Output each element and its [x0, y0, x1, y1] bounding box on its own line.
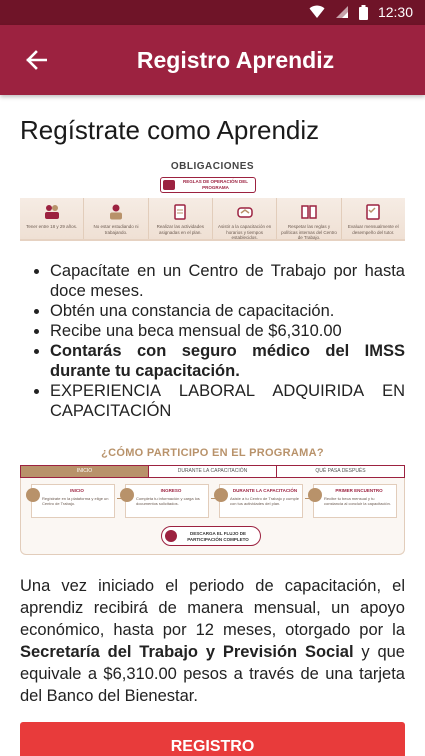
list-item: • Obtén una constancia de capacitación. — [50, 301, 405, 321]
list-item: • Capacítate en un Centro de Trabajo por hasta doce meses. — [50, 261, 405, 301]
obligaciones-title: OBLIGACIONES — [170, 161, 255, 172]
step-card — [313, 484, 397, 518]
obligaciones-infographic — [20, 161, 405, 241]
status-icons — [309, 4, 413, 20]
people-icon — [43, 204, 61, 220]
obligacion-item — [149, 198, 213, 239]
benefits-list — [50, 261, 405, 421]
obligacion-text: Realizar las actividades asignadas en el plan. — [156, 224, 204, 235]
document-icon — [163, 180, 175, 190]
obligacion-text: Tener entre 18 y 29 años. — [26, 224, 78, 229]
tab-inicio: INICIO — [21, 466, 149, 477]
battery-icon — [359, 5, 368, 20]
step-heading: INGRESO — [160, 488, 182, 493]
app-bar — [0, 25, 425, 95]
step-text: Asiste a tu Centro de Trabajo y cumple con tus actividades del plan. — [230, 496, 299, 506]
participacion-title: ¿CÓMO PARTICIPO EN EL PROGRAMA? — [101, 447, 324, 459]
list-item: • Recibe una beca mensual de $6,310.00 — [50, 321, 405, 341]
obligacion-item — [213, 198, 277, 239]
form-icon — [120, 488, 134, 502]
step-heading: PRIMER ENCUENTRO — [335, 488, 383, 493]
clipboard-icon — [171, 204, 189, 220]
certificate-icon — [308, 488, 322, 502]
person-icon — [107, 204, 125, 220]
step-card — [219, 484, 303, 518]
obligacion-text: No estar estudiando ni trabajando. — [93, 224, 139, 235]
reglas-badge — [160, 177, 256, 193]
status-bar — [0, 0, 425, 25]
description-text-1: Una vez iniciado el periodo de capacitación, el aprendiz recibirá de manera mensual, un apoyo económico, hasta por 12 meses, otorgado por la — [20, 577, 405, 639]
registro-button[interactable]: REGISTRO — [20, 722, 405, 756]
reglas-badge-text: REGLAS DE OPERACIÓN DEL PROGRAMA — [182, 179, 248, 190]
step-card — [125, 484, 209, 518]
description-bold: Secretaría del Trabajo y Previsión Social — [20, 643, 354, 661]
checklist-icon — [364, 204, 382, 220]
obligacion-item — [277, 198, 341, 239]
obligaciones-strip — [20, 198, 405, 241]
step-text: Regístrate en la plataforma y elige un Centro de Trabajo. — [42, 496, 109, 506]
step-text: Completa tu información y carga los documentos solicitados. — [136, 496, 200, 506]
tab-durante: DURANTE LA CAPACITACIÓN — [149, 466, 277, 477]
tab-despues: QUÉ PASA DESPUÉS — [277, 466, 404, 477]
step-card — [31, 484, 115, 518]
handshake-icon — [236, 204, 254, 220]
obligacion-text: Asistir a la capacitación en horarios y tiempos establecidos. — [218, 224, 272, 240]
status-time: 12:30 — [377, 4, 413, 20]
participacion-infographic — [20, 447, 405, 555]
app-title: Registro Aprendiz — [136, 47, 335, 73]
participacion-body — [20, 478, 405, 555]
obligacion-item — [84, 198, 148, 239]
description-text-2: y que equivale a $6,310.00 pesos a través de una tarjeta del Banco del Bienestar. — [20, 643, 405, 705]
content-scroll-area[interactable] — [0, 95, 425, 756]
step-heading: INICIO — [70, 488, 84, 493]
list-item: • EXPERIENCIA LABORAL ADQUIRIDA EN CAPACITACIÓN — [50, 381, 405, 421]
obligacion-item — [20, 198, 84, 239]
obligacion-text: Evaluar mensualmente el desempeño del tutor. — [347, 224, 399, 235]
obligacion-text: Respetar las reglas y políticas internas del Centro de Trabajo. — [281, 224, 337, 240]
step-text: Recibe tu beca mensual y tu constancia al concluir la capacitación. — [324, 496, 391, 506]
participacion-tabs — [20, 465, 405, 478]
download-flow-label: DESCARGA EL FLUJO DE PARTICIPACIÓN COMPLETO — [187, 531, 249, 542]
book-icon — [300, 204, 318, 220]
step-heading: DURANTE LA CAPACITACIÓN — [232, 488, 298, 493]
clipboard-icon — [214, 488, 228, 502]
description-paragraph — [20, 575, 405, 707]
signal-icon — [335, 5, 349, 19]
obligacion-item — [342, 198, 405, 239]
page-title: Regístrate como Aprendiz — [20, 115, 320, 145]
download-flow-button[interactable] — [161, 526, 261, 546]
user-icon — [26, 488, 40, 502]
wifi-icon — [309, 5, 325, 19]
download-icon — [165, 530, 177, 542]
list-item: • Contarás con seguro médico del IMSS durante tu capacitación. — [50, 341, 405, 381]
